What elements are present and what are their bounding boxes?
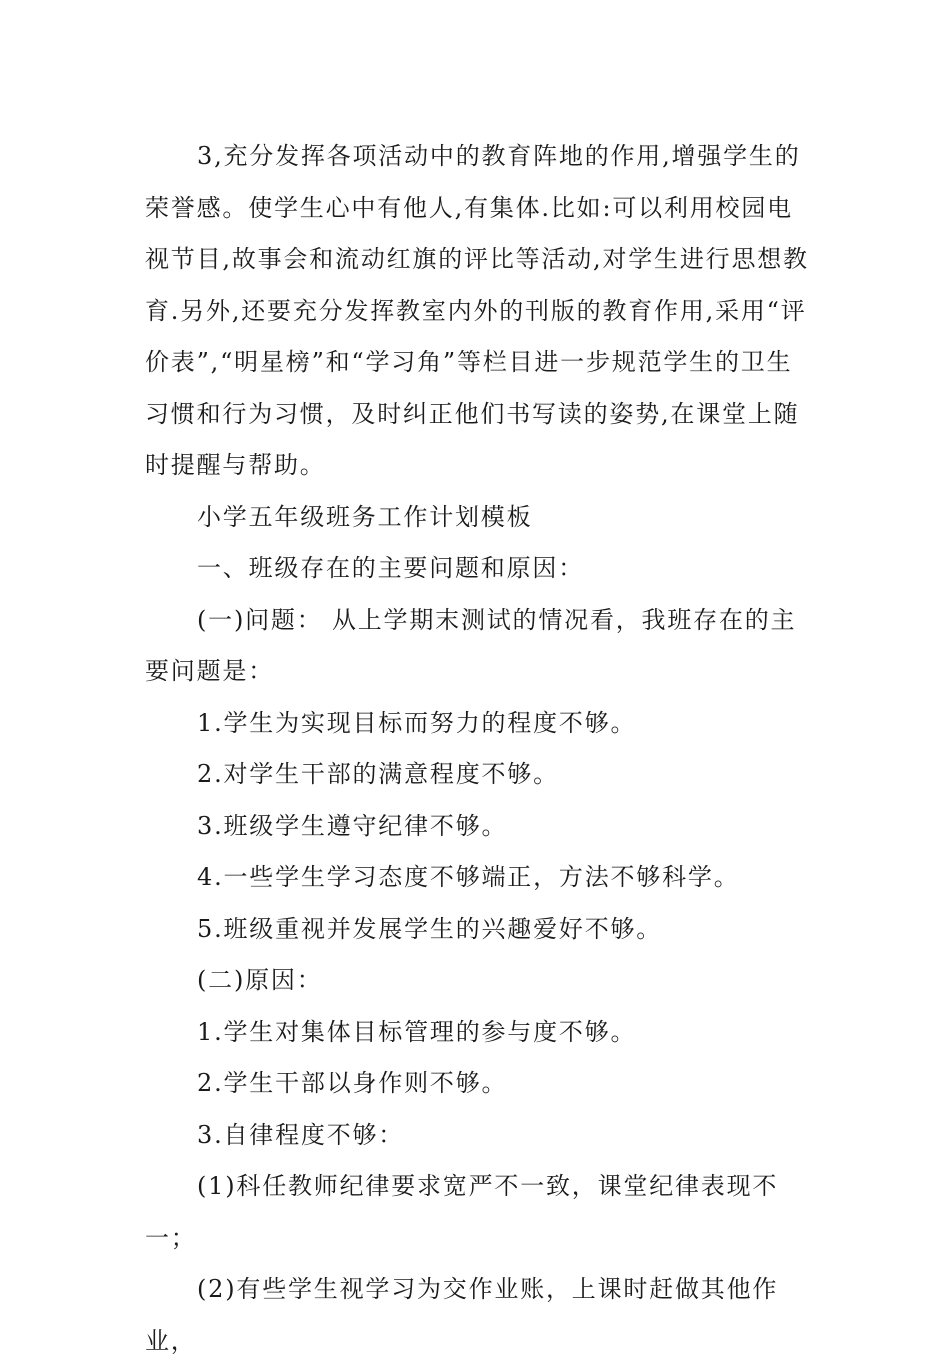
heading-problems-and-causes: 一、班级存在的主要问题和原因：	[197, 554, 584, 582]
document-body	[145, 131, 810, 1367]
cause-subitem-1: (1)科任教师纪律要求宽严不一致，课堂纪律表现不一；	[145, 1172, 779, 1252]
problem-item-1: 1.学生为实现目标而努力的程度不够。	[197, 708, 637, 737]
cause-subitem-2: (2)有些学生视学习为交作业账，上课时赶做其他作业，	[145, 1275, 779, 1355]
subheading-problems: (一)问题： 从上学期末测试的情况看，我班存在的主要问题是：	[145, 605, 797, 685]
cause-item-1: 1.学生对集体目标管理的参与度不够。	[197, 1017, 637, 1046]
problem-item-2: 2.对学生干部的满意程度不够。	[197, 760, 559, 788]
problem-item-4: 4.一些学生学习态度不够端正，方法不够科学。	[197, 863, 740, 891]
cause-item-3: 3.自律程度不够：	[197, 1120, 405, 1149]
problem-item-3: 3.班级学生遵守纪律不够。	[197, 811, 508, 840]
section-title: 小学五年级班务工作计划模板	[197, 502, 533, 531]
problem-item-5: 5.班级重视并发展学生的兴趣爱好不够。	[197, 914, 663, 943]
paragraph-activities: 3,充分发挥各项活动中的教育阵地的作用,增强学生的荣誉感。使学生心中有他人,有集体.比如:可以利用校园电视节目,故事会和流动红旗的评比等活动,对学生进行思想教育.另外,还要充分发挥教室内外的刊版的教育作用,采用“评价表”,“明星榜”和“学习角”等栏目进一步规范学生的卫生习惯和行为习惯，及时纠正他们书写读的姿势,在课堂上随时提醒与帮助。	[145, 142, 809, 479]
cause-item-2: 2.学生干部以身作则不够。	[197, 1069, 508, 1097]
subheading-causes: (二)原因：	[197, 966, 323, 994]
